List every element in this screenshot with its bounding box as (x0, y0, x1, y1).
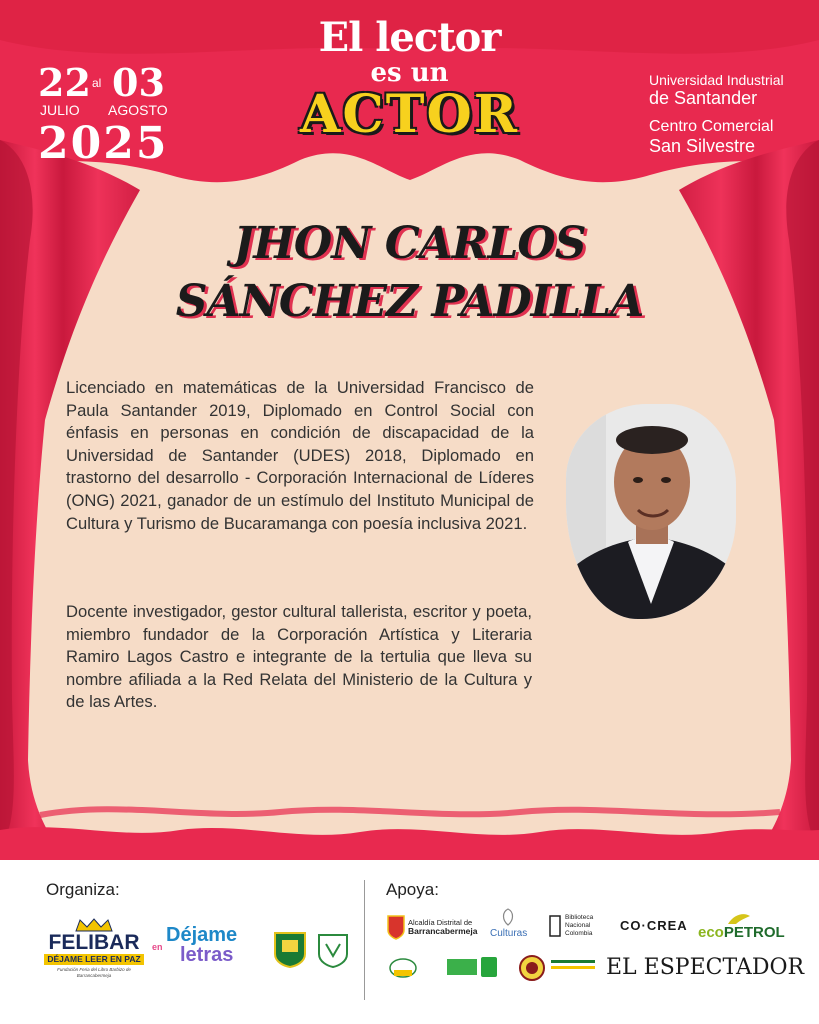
venue-mall-line1: Centro Comercial (649, 118, 774, 135)
culturas-logo: Culturas (490, 928, 528, 939)
felibar-tagline: Fundación Feria del Libro Barbizo de Barrancabermeja (57, 967, 131, 978)
end-month: AGOSTO (108, 102, 168, 118)
organiza-label: Organiza: (46, 880, 120, 899)
ecopetrol-petrol: PETROL (723, 924, 785, 941)
felibar-subtitle: DÉJAME LEER EN PAZ (44, 954, 144, 965)
green-square-icon (480, 956, 498, 978)
event-year: 2025 (38, 118, 169, 169)
alcaldia-line1: Alcaldía Distrital de (408, 918, 473, 927)
venue-mall-line2: San Silvestre (649, 136, 756, 156)
organization-badge-icon (388, 956, 418, 980)
alcaldia-shield-icon (386, 914, 406, 940)
cocrea-logo: CO·CREA (620, 918, 688, 933)
green-institution-badge-icon (446, 958, 478, 976)
venue-uis (649, 72, 784, 109)
dejame-word: Déjame (166, 924, 238, 946)
en-word: en (152, 942, 163, 952)
event-title-highlight: ACTOR (300, 84, 519, 145)
ecopetrol-eco: eco (698, 924, 724, 941)
felibar-title: FELIBAR (48, 931, 140, 954)
speaker-bio-paragraph-2: Docente investigador, gestor cultural tallerista, escritor y poeta, miembro fundador de la Corporación Artística y Literaria Ramiro Lagos Castro e integrante de la tertulia que lleva su nombre afiliada a la Red Relata del Ministerio de la Cultura y de las Artes. (66, 602, 532, 712)
start-month: JULIO (40, 102, 80, 118)
ecopetrol-logo (698, 924, 785, 941)
institution-shield-icon (316, 932, 350, 968)
university-seal-icon (518, 954, 546, 982)
gobernacion-santander-icon (550, 954, 596, 976)
letras-word: letras (180, 944, 234, 966)
apoya-label: Apoya: (386, 880, 439, 899)
date-connector: al (92, 76, 102, 90)
biblioteca-line1: Biblioteca (565, 914, 594, 921)
book-icon (548, 914, 562, 938)
venue-uis-line2: de Santander (649, 88, 758, 108)
culturas-emblem-icon (498, 908, 518, 926)
alcaldia-line2: Barrancabermeja (408, 926, 478, 936)
biblioteca-line2: Nacional (565, 922, 591, 929)
venue-mall (649, 118, 773, 157)
start-day: 22 (38, 60, 91, 105)
speaker-name-line1: JHON CARLOS (233, 218, 586, 269)
crown-icon (74, 918, 114, 932)
speaker-bio-paragraph-1: Licenciado en matemáticas de la Universidad Francisco de Paula Santander 2019, Diplomado en Control Social con énfasis en personas en condición de discapacidad de la Universidad de Santander (UDES) 2018, Diplomado en trastorno del desarrollo - Corporación Internacional de Líderes (ONG) 2021, ganador de un estímulo del Instituto Municipal de Cultura y Turismo de Bucaramanga con poesía inclusiva 2021. (66, 378, 534, 533)
speaker-name-line2: SÁNCHEZ PADILLA (175, 276, 644, 327)
dejame-en-letras-logo (150, 922, 270, 970)
venue-uis-line1: Universidad Industrial (649, 72, 784, 88)
footer-divider (364, 880, 365, 1000)
end-day: 03 (112, 60, 165, 105)
biblioteca-logo (565, 914, 593, 938)
event-title-line2: es un (370, 58, 449, 88)
event-title-line1: El lector (318, 14, 501, 61)
alcaldia-logo (408, 918, 477, 936)
el-espectador-logo: EL ESPECTADOR (606, 955, 805, 980)
school-shield-icon (272, 930, 308, 968)
felibar-logo (44, 918, 144, 979)
biblioteca-line3: Colombia (565, 930, 593, 937)
